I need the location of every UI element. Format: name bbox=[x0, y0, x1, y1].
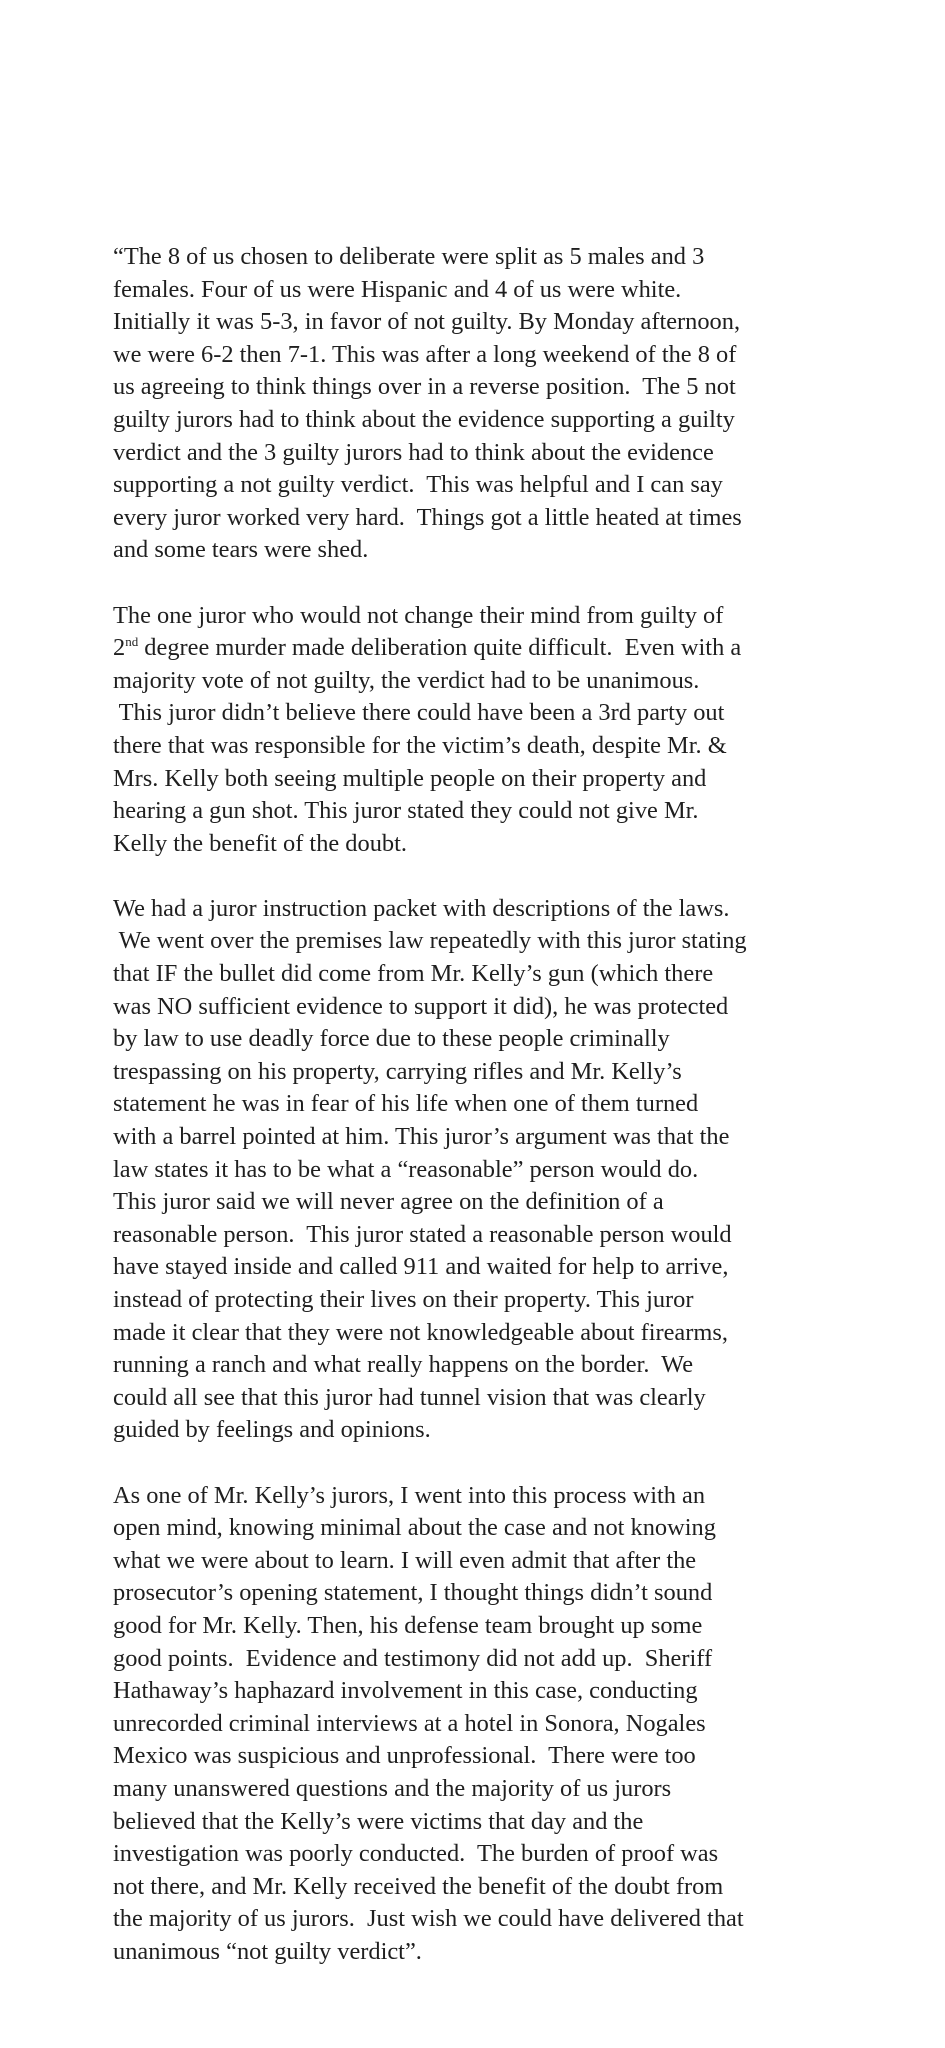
line-remainder: degree murder made deliberation quite difficult. Even with a bbox=[138, 634, 742, 662]
text-line: reasonable person. This juror stated a reasonable person would bbox=[113, 1220, 732, 1248]
ordinal-number: 2 bbox=[113, 634, 126, 662]
text-line: we were 6-2 then 7-1. This was after a long weekend of the 8 of bbox=[113, 340, 737, 368]
paragraph-1 bbox=[113, 241, 858, 567]
text-line: investigation was poorly conducted. The burden of proof was bbox=[113, 1840, 719, 1868]
text-line: by law to use deadly force due to these people criminally bbox=[113, 1025, 670, 1053]
text-line: what we were about to learn. I will even admit that after the bbox=[113, 1546, 697, 1574]
text-line: there that was responsible for the victim’s death, despite Mr. & bbox=[113, 731, 727, 759]
text-line: law states it has to be what a “reasonable” person would do. bbox=[113, 1155, 699, 1183]
text-line: open mind, knowing minimal about the case and not knowing bbox=[113, 1514, 716, 1542]
text-line: Initially it was 5-3, in favor of not guilty. By Monday afternoon, bbox=[113, 308, 741, 336]
text-line-with-superscript bbox=[113, 632, 858, 665]
text-line: running a ranch and what really happens on the border. We bbox=[113, 1351, 694, 1379]
text-line: and some tears were shed. bbox=[113, 536, 369, 564]
text-line: We had a juror instruction packet with descriptions of the laws. bbox=[113, 894, 730, 922]
text-line: instead of protecting their lives on their property. This juror bbox=[113, 1286, 694, 1313]
text-line: many unanswered questions and the majority of us jurors bbox=[113, 1774, 672, 1802]
text-line: The one juror who would not change their mind from guilty of bbox=[113, 601, 724, 629]
text-line: every juror worked very hard. Things got a little heated at times bbox=[113, 503, 742, 531]
text-line: majority vote of not guilty, the verdict had to be unanimous. bbox=[113, 666, 700, 694]
paragraph-3 bbox=[113, 893, 858, 1447]
text-line: hearing a gun shot. This juror stated they could not give Mr. bbox=[113, 797, 699, 825]
text-line: guilty jurors had to think about the evidence supporting a guilty bbox=[113, 405, 735, 433]
text-line: not there, and Mr. Kelly received the benefit of the doubt from bbox=[113, 1872, 724, 1900]
text-line: statement he was in fear of his life when one of them turned bbox=[113, 1090, 699, 1118]
text-line: supporting a not guilty verdict. This was helpful and I can say bbox=[113, 471, 723, 499]
text-line: Hathaway’s haphazard involvement in this case, conducting bbox=[113, 1677, 698, 1705]
text-line: females. Four of us were Hispanic and 4 of us were white. bbox=[113, 275, 682, 303]
text-line: As one of Mr. Kelly’s jurors, I went into this process with an bbox=[113, 1481, 706, 1509]
text-line: trespassing on his property, carrying rifles and Mr. Kelly’s bbox=[113, 1057, 682, 1085]
document-body bbox=[113, 241, 858, 1968]
text-line: with a barrel pointed at him. This juror’s argument was that the bbox=[113, 1123, 730, 1151]
text-line: good for Mr. Kelly. Then, his defense team brought up some bbox=[113, 1611, 703, 1639]
text-line: was NO sufficient evidence to support it did), he was protected bbox=[113, 992, 729, 1020]
text-line: the majority of us jurors. Just wish we could have delivered that bbox=[113, 1905, 744, 1933]
text-line: We went over the premises law repeatedly with this juror stating bbox=[113, 927, 747, 955]
text-line: This juror didn’t believe there could have been a 3rd party out bbox=[113, 699, 725, 727]
text-line: guided by feelings and opinions. bbox=[113, 1416, 431, 1444]
text-line: Mrs. Kelly both seeing multiple people on their property and bbox=[113, 764, 707, 792]
text-line: unanimous “not guilty verdict”. bbox=[113, 1937, 422, 1965]
text-line: Mexico was suspicious and unprofessional. There were too bbox=[113, 1742, 696, 1770]
paragraph-4 bbox=[113, 1480, 858, 1969]
text-line: This juror said we will never agree on the definition of a bbox=[113, 1188, 664, 1216]
text-line: believed that the Kelly’s were victims that day and the bbox=[113, 1807, 644, 1835]
text-line: good points. Evidence and testimony did not add up. Sheriff bbox=[113, 1644, 713, 1672]
text-line: us agreeing to think things over in a reverse position. The 5 not bbox=[113, 373, 736, 401]
text-line: made it clear that they were not knowledgeable about firearms, bbox=[113, 1318, 728, 1346]
text-line: that IF the bullet did come from Mr. Kelly’s gun (which there bbox=[113, 960, 714, 988]
paragraph-2 bbox=[113, 600, 858, 861]
text-line: unrecorded criminal interviews at a hotel in Sonora, Nogales bbox=[113, 1709, 706, 1737]
ordinal-suffix: nd bbox=[125, 634, 139, 650]
text-line: could all see that this juror had tunnel vision that was clearly bbox=[113, 1383, 706, 1411]
text-line: Kelly the benefit of the doubt. bbox=[113, 829, 407, 857]
text-line: “The 8 of us chosen to deliberate were split as 5 males and 3 bbox=[113, 243, 705, 270]
text-line: have stayed inside and called 911 and waited for help to arrive, bbox=[113, 1253, 729, 1281]
text-line: prosecutor’s opening statement, I thought things didn’t sound bbox=[113, 1579, 713, 1607]
text-line: verdict and the 3 guilty jurors had to think about the evidence bbox=[113, 438, 714, 466]
